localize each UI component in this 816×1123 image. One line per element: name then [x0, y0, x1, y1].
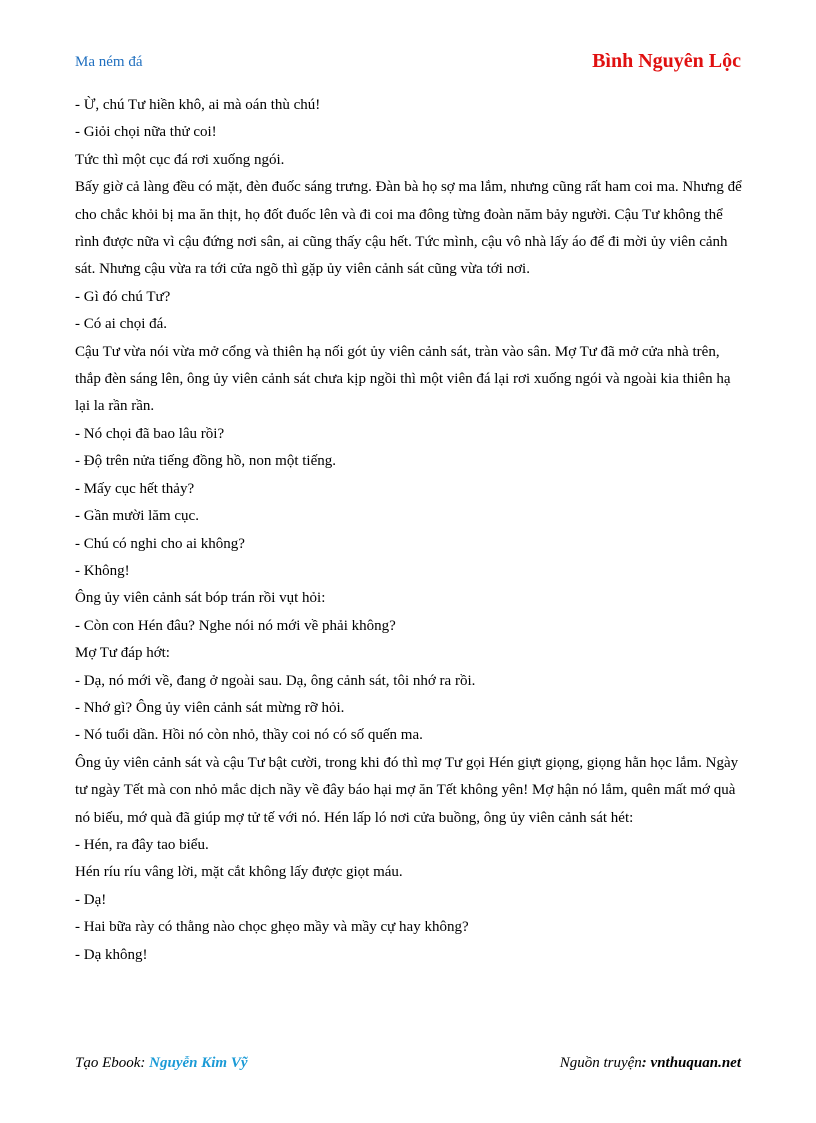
ebook-credit: Tạo Ebook: Nguyễn Kim Vỹ: [75, 1055, 248, 1071]
page-header: [75, 50, 741, 76]
paragraph: - Dạ!: [75, 891, 107, 908]
paragraph: - Dạ không!: [75, 946, 148, 963]
paragraph: Hén ríu ríu vâng lời, mặt cắt không lấy được giọt máu.: [75, 864, 403, 881]
paragraph: - Hén, ra đây tao biểu.: [75, 836, 209, 853]
paragraph: - Còn con Hén đâu? Nghe nói nó mới về phải không?: [75, 617, 396, 634]
paragraph: Ông ủy viên cảnh sát và cậu Tư bật cười, trong khi đó thì mợ Tư gọi Hén giựt giọng, giọng hằn học lắm. Ngày tư ngày Tết mà con nhỏ mắc dịch nầy về đây báo hại mợ ăn Tết không yên! Mợ hận nó lắm, quên mất mớ quà nó biếu, mớ quà đã giúp mợ tử tế với nó. Hén lấp ló nơi cửa buồng, ông ủy viên cảnh sát hét:: [75, 754, 739, 826]
paragraph: - Chú có nghi cho ai không?: [75, 535, 245, 552]
paragraph: Bấy giờ cả làng đều có mặt, đèn đuốc sáng trưng. Đàn bà họ sợ ma lắm, nhưng cũng rất ham coi ma. Nhưng để cho chắc khỏi bị ma ăn thịt, họ đốt đuốc lên và đi coi ma đông từng đoàn năm bảy người. Cậu Tư không thể rình được nữa vì cậu đứng nơi sân, ai cũng thấy cậu hết. Tức mình, cậu vô nhà lấy áo để đi mời ủy viên cảnh sát. Nhưng cậu vừa ra tới cửa ngõ thì gặp ủy viên cảnh sát cũng vừa tới nơi.: [75, 179, 742, 278]
paragraph: Tức thì một cục đá rơi xuống ngói.: [75, 151, 285, 168]
paragraph: Ông ủy viên cảnh sát bóp trán rồi vụt hỏi:: [75, 590, 326, 607]
paragraph: - Dạ, nó mới về, đang ở ngoài sau. Dạ, ông cảnh sát, tôi nhớ ra rồi.: [75, 672, 476, 689]
paragraph: - Gì đó chú Tư?: [75, 288, 171, 305]
source-label: Nguồn truyện: [559, 1055, 642, 1071]
author-name: Bình Nguyên Lộc: [592, 50, 741, 72]
paragraph: - Có ai chọi đá.: [75, 316, 168, 333]
paragraph: - Gần mười lăm cục.: [75, 508, 199, 525]
paragraph: - Nó tuổi dần. Hồi nó còn nhỏ, thầy coi nó có số quến ma.: [75, 727, 423, 744]
paragraph: Mợ Tư đáp hớt:: [75, 645, 170, 662]
paragraph: - Giỏi chọi nữa thử coi!: [75, 124, 217, 141]
credit-name: Nguyễn Kim Vỹ: [149, 1055, 248, 1071]
source-name: vnthuquan.net: [650, 1055, 741, 1071]
paragraph: - Độ trên nửa tiếng đồng hồ, non một tiếng.: [75, 453, 337, 470]
paragraph: - Mấy cục hết thảy?: [75, 480, 195, 497]
page-footer: [75, 1055, 741, 1075]
credit-label: Tạo Ebook: [75, 1055, 141, 1071]
paragraph: - Không!: [75, 562, 130, 579]
paragraph: - Nhớ gì? Ông ủy viên cảnh sát mừng rỡ hỏi.: [75, 699, 345, 716]
paragraph: - Hai bữa rày có thằng nào chọc ghẹo mầy và mầy cự hay không?: [75, 919, 469, 936]
paragraph: Cậu Tư vừa nói vừa mở cổng và thiên hạ nối gót ủy viên cảnh sát, tràn vào sân. Mợ Tư đã mở cửa nhà trên, thắp đèn sáng lên, ông ủy viên cảnh sát chưa kịp ngồi thì một viên đá lại rơi xuống ngói và ngoài kia thiên hạ lại la rần rần.: [75, 343, 731, 415]
story-text: [75, 92, 745, 969]
paragraph: - Nó chọi đã bao lâu rồi?: [75, 425, 225, 442]
book-title: Ma ném đá: [75, 54, 143, 70]
story-source: Nguồn truyện: vnthuquan.net: [559, 1055, 741, 1071]
paragraph: - Ừ, chú Tư hiền khô, ai mà oán thù chú!: [75, 97, 321, 113]
